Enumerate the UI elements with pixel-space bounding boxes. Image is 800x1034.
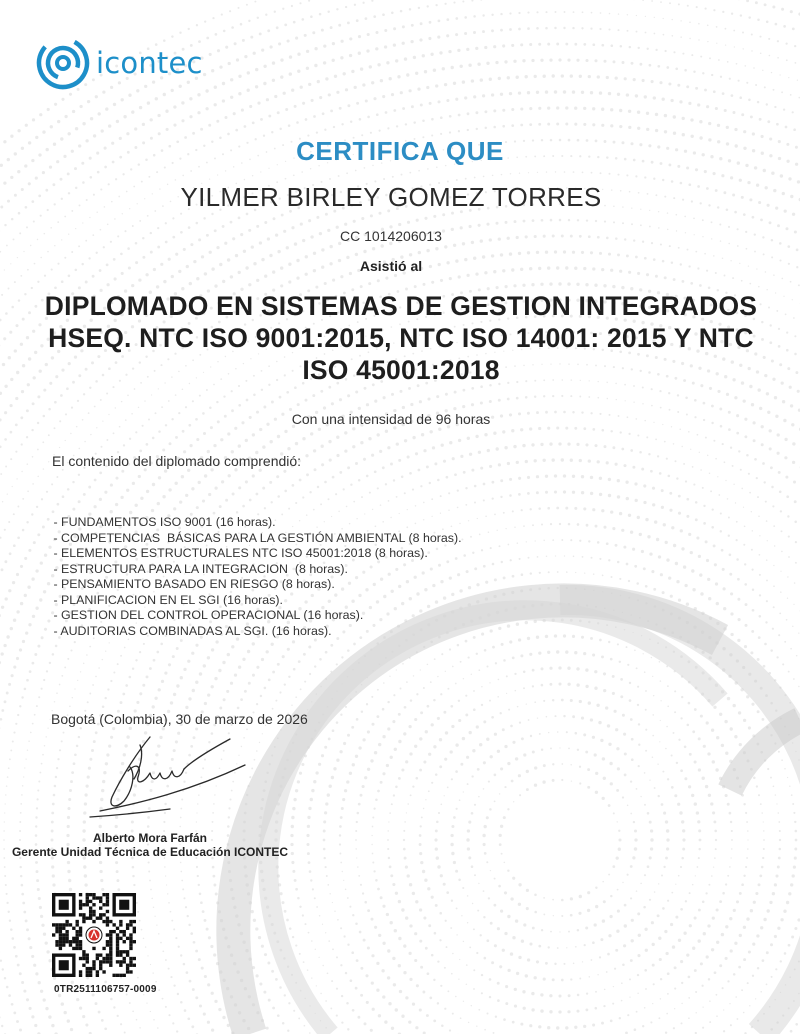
certifica-heading: CERTIFICA QUE: [296, 136, 504, 166]
list-item: - PLANIFICACION EN EL SGI (16 horas).: [50, 592, 283, 607]
list-item: - GESTION DEL CONTROL OPERACIONAL (16 horas).: [50, 608, 364, 622]
icontec-logo: [36, 36, 203, 90]
course-title: DIPLOMADO EN SISTEMAS DE GESTION INTEGRADOS HSEQ. NTC ISO 9001:2015, NTC ISO 14001: 2015 Y NTC ISO 45001:2018: [44, 291, 758, 385]
content-intro: El contenido del diplomado comprendió:: [52, 453, 302, 469]
holder-id: CC 1014206013: [340, 228, 442, 244]
list-item: - PENSAMIENTO BASADO EN RIESGO (8 horas).: [50, 577, 335, 591]
holder-name: YILMER BIRLEY GOMEZ TORRES: [180, 182, 602, 212]
handwritten-signature: [80, 725, 260, 825]
list-item: - FUNDAMENTOS ISO 9001 (16 horas).: [50, 515, 276, 529]
place-date: Bogotá (Colombia), 30 de marzo de 2026: [51, 711, 308, 727]
attended-label: Asistió al: [359, 258, 423, 274]
signer-block: [0, 831, 300, 859]
list-item: - ELEMENTOS ESTRUCTURALES NTC ISO 45001:2018 (8 horas).: [50, 546, 428, 560]
list-item: - COMPETENCIAS BÁSICAS PARA LA GESTIÓN AMBIENTAL (8 horas).: [50, 530, 462, 545]
qr-code-icon: [52, 893, 136, 977]
brand-name: icontec: [96, 46, 203, 80]
signer-title: Gerente Unidad Técnica de Educación ICONTEC: [11, 845, 289, 859]
list-item: - AUDITORIAS COMBINADAS AL SGI. (16 horas).: [50, 623, 332, 638]
icontec-logo-icon: [36, 36, 90, 90]
list-item: - ESTRUCTURA PARA LA INTEGRACION (8 horas).: [50, 561, 348, 576]
verification-code: 0TR2511106757-0009: [54, 984, 157, 995]
intensity-text: Con una intensidad de 96 horas: [291, 411, 491, 427]
signer-name: Alberto Mora Farfán: [92, 831, 207, 845]
content-list: [50, 515, 462, 639]
